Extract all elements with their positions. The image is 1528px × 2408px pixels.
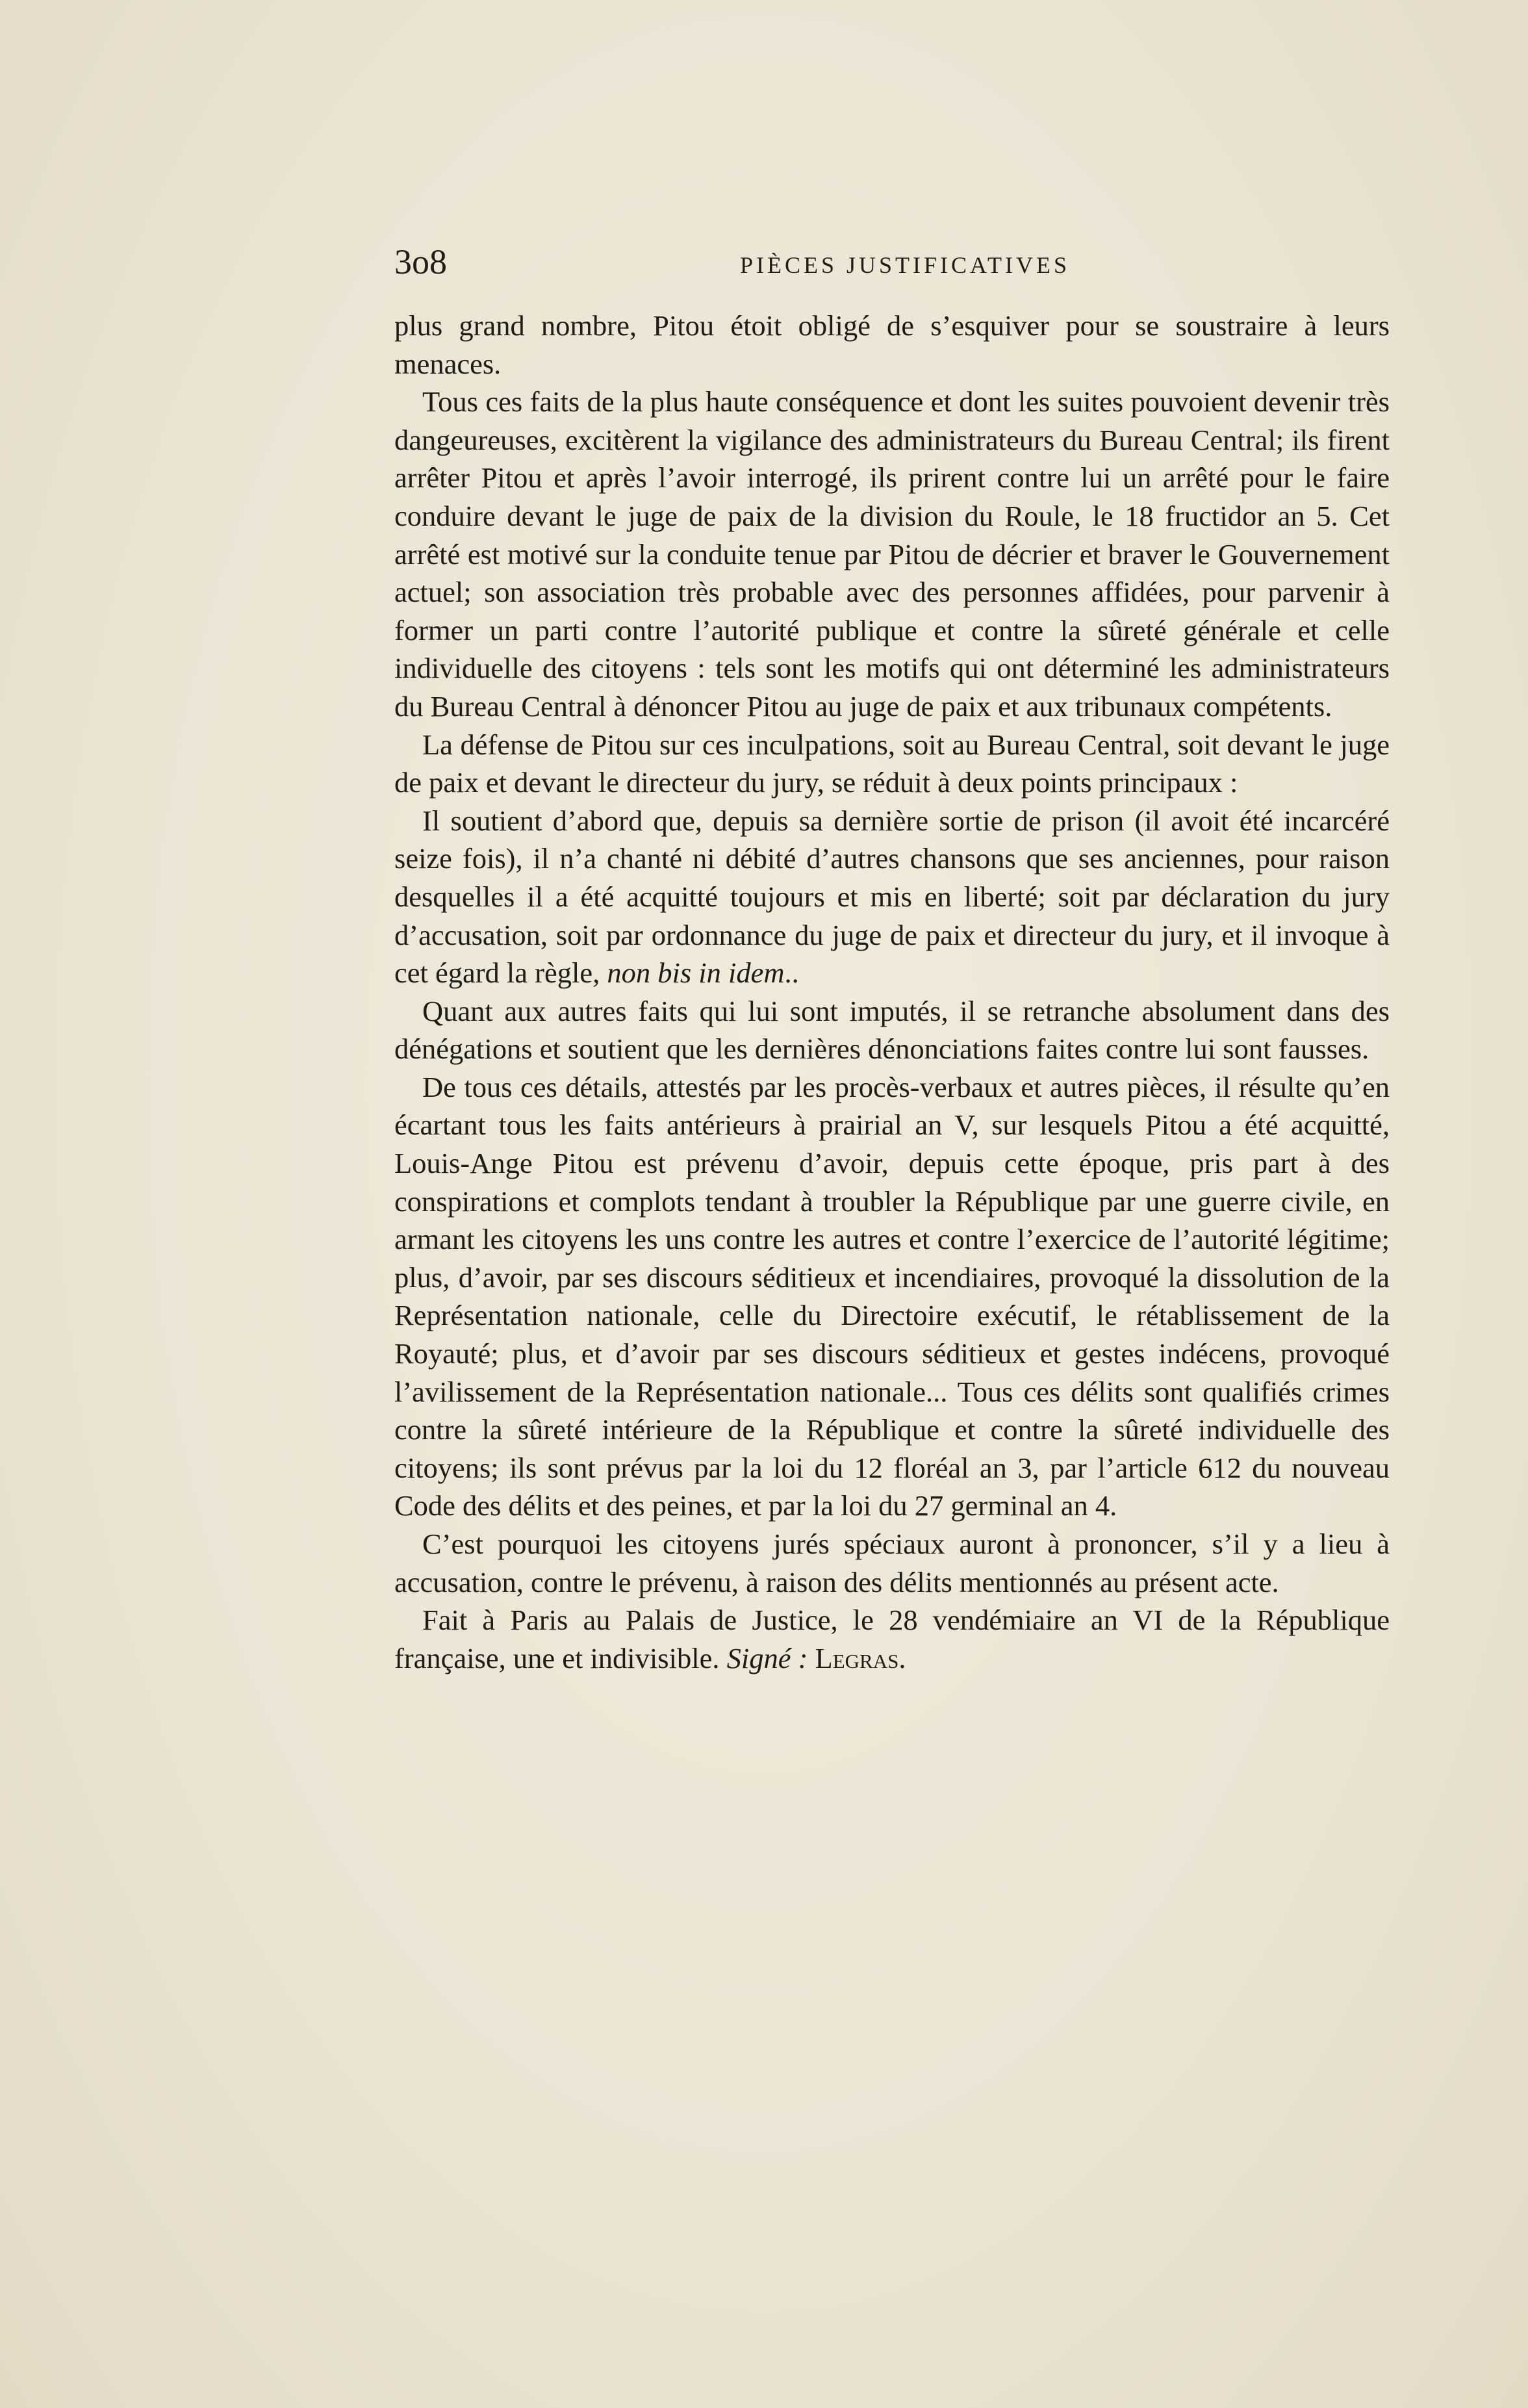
- maxim-tail: ..: [784, 956, 799, 990]
- running-title: PIÈCES JUSTIFICATIVES: [739, 252, 1071, 278]
- latin-maxim: non bis in idem: [607, 956, 785, 990]
- prison-claim-text: Il soutient d’abord que, depuis sa dernière sortie de prison (il avoit été incarcéré seize fois), il n’a chanté ni débité d’autres chansons que ses anciennes, pour raison desquelles il a été acquitté toujours et mis en liberté; soit par déclaration du jury d’accusation, soit par ordonnance du juge de paix et directeur du jury, et il invoque à cet égard la règle,: [394, 804, 1390, 990]
- paragraph-defense: La défense de Pitou sur ces inculpations, soit au Bureau Central, soit devant le juge de paix et devant le directeur du jury, se réduit à deux points principaux :: [394, 728, 1390, 799]
- signature-text: Fait à Paris au Palais de Justice, le 28 vendémiaire an VI de la République française, une et indivisible.: [394, 1604, 1390, 1674]
- signer-name: Legras: [815, 1641, 899, 1674]
- body-text: [394, 307, 1390, 1677]
- paragraph-denials: Quant aux autres faits qui lui sont imputés, il se retranche absolument dans des dénégations et soutient que les dernières dénonciations faites contre lui sont fausses.: [394, 994, 1390, 1066]
- paragraph-continuation: plus grand nombre, Pitou étoit obligé de s’esquiver pour se soustraire à leurs menaces.: [394, 309, 1390, 380]
- signature-tail: .: [898, 1641, 906, 1674]
- paragraph-charges: De tous ces détails, attestés par les procès-verbaux et autres pièces, il résulte qu’en écartant tous les faits antérieurs à prairial an V, sur lesquels Pitou a été acquitté, Louis-Ange Pitou est prévenu d’avoir, depuis cette époque, pris part à des conspirations et complots tendant à troubler la République par une guerre civile, en armant les citoyens les uns contre les autres et contre l’exercice de l’autorité légitime; plus, d’avoir, par ses discours séditieux et incendiaires, provoqué la dissolution de la Représentation nationale, celle du Directoire exécutif, le rétablissement de la Royauté; plus, et d’avoir par ses discours séditieux et gestes indécens, provoqué l’avilissement de la Représentation nationale... Tous ces délits sont qualifiés crimes contre la sûreté intérieure de la République et contre la sûreté individuelle des citoyens; ils sont prévus par la loi du 12 floréal an 3, par l’article 612 du nouveau Code des délits et des peines, et par la loi du 27 germinal an 4.: [394, 1070, 1390, 1522]
- paragraph-jury: C’est pourquoi les citoyens jurés spéciaux auront à prononcer, s’il y a lieu à accusation, contre le prévenu, à raison des délits mentionnés au présent acte.: [394, 1528, 1390, 1598]
- signed-label: Signé :: [726, 1641, 808, 1674]
- page-header: [394, 239, 1390, 285]
- page-number: 3o8: [394, 242, 447, 281]
- paragraph-signature: [394, 1601, 1390, 1677]
- paragraph-bureau-central: Tous ces faits de la plus haute conséquence et dont les suites pouvoient devenir très dangeureuses, excitèrent la vigilance des administrateurs du Bureau Central; ils firent arrêter Pitou et après l’avoir interrogé, ils prirent contre lui un arrêté pour le faire conduire devant le juge de paix de la division du Roule, le 18 fructidor an 5. Cet arrêté est motivé sur la conduite tenue par Pitou de décrier et braver le Gouvernement actuel; son association très probable avec des personnes affidées, pour parvenir à former un parti contre l’autorité publique et contre la sûreté générale et celle individuelle des citoyens : tels sont les motifs qui ont déterminé les administrateurs du Bureau Central à dénoncer Pitou au juge de paix et aux tribunaux compétents.: [394, 385, 1390, 723]
- paragraph-prison-claim: [394, 802, 1390, 992]
